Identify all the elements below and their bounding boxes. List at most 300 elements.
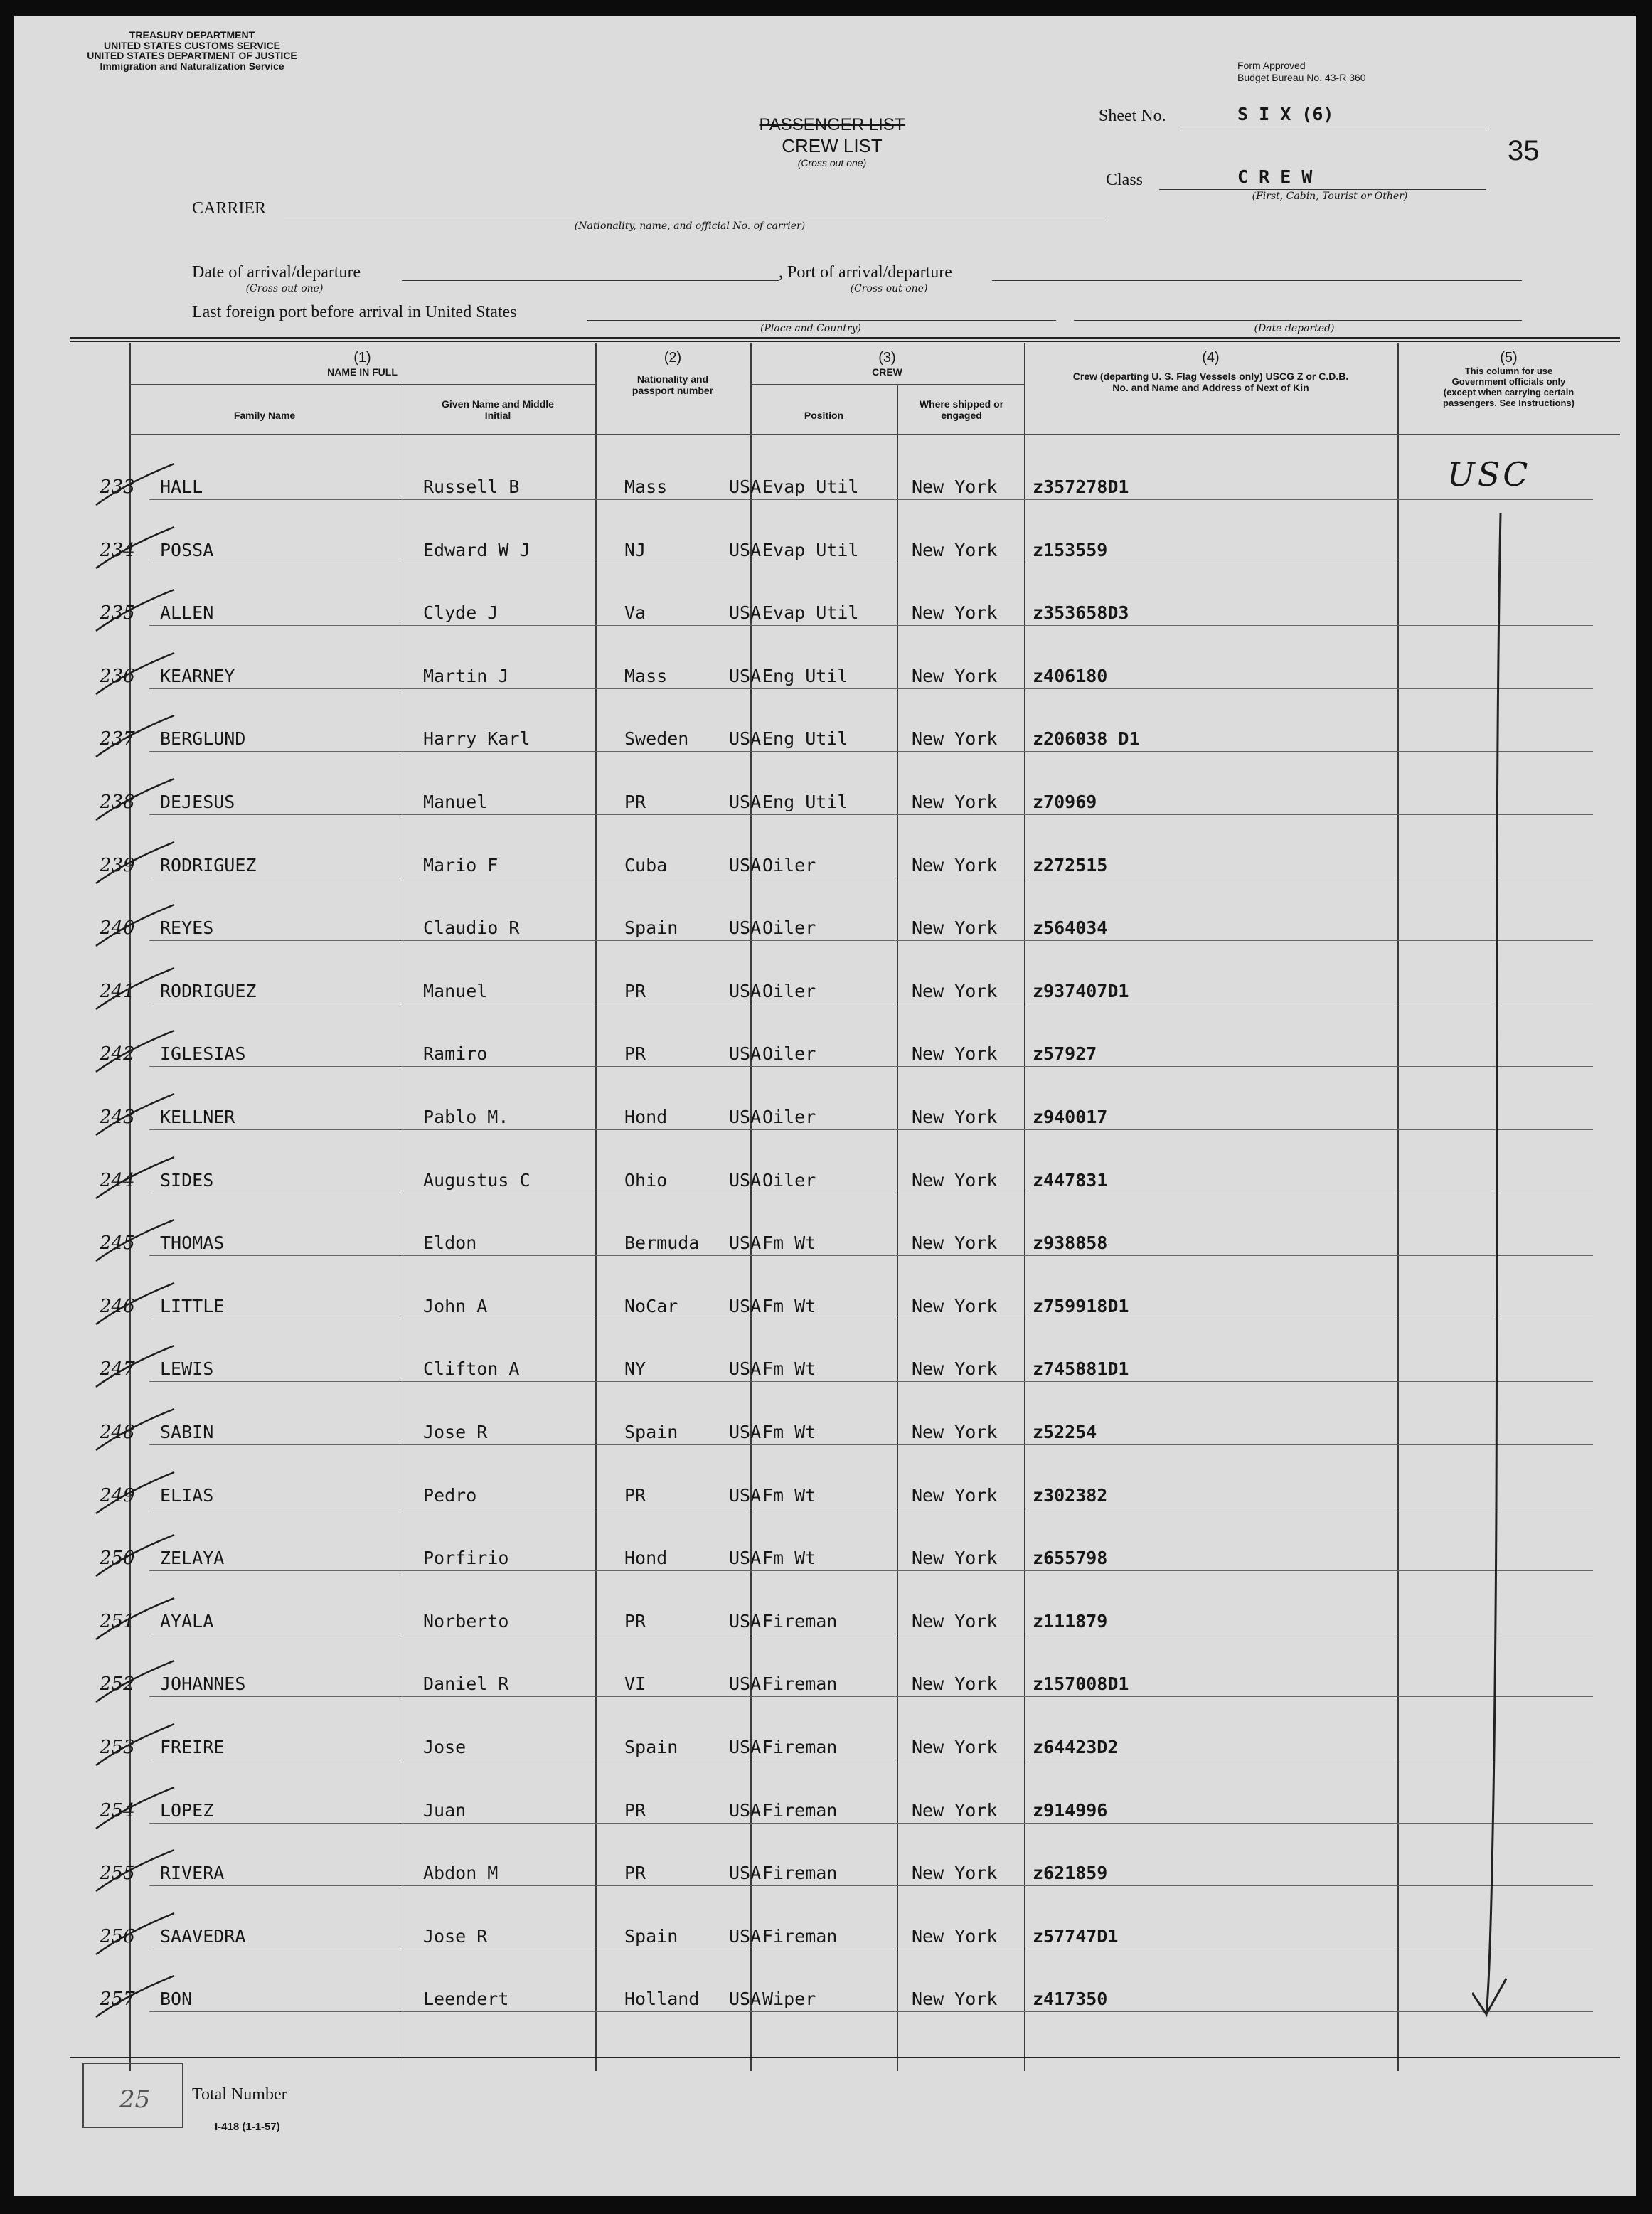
row-usa: USA xyxy=(729,602,762,624)
row-z: z940017 xyxy=(1033,1107,1108,1127)
row-given: Augustus C xyxy=(423,1169,531,1191)
row-z: z417350 xyxy=(1033,1989,1108,2010)
row-num: 240 xyxy=(100,917,135,940)
row-check-mark xyxy=(89,587,196,637)
row-num: 245 xyxy=(100,1233,135,1255)
row-given: Juan xyxy=(423,1799,467,1821)
row-nat: Spain xyxy=(624,1422,678,1442)
row-usa: USA xyxy=(729,1799,762,1821)
row-z: z938858 xyxy=(1033,1233,1108,1254)
row-family: FREIRE xyxy=(160,1737,225,1757)
row-shipped: New York xyxy=(912,1925,998,1947)
col4-number: (4) xyxy=(1202,350,1220,366)
row-given: Jose xyxy=(423,1737,467,1757)
row-num: 254 xyxy=(100,1799,135,1821)
row-rule xyxy=(149,688,1593,689)
row-given: Claudio R xyxy=(423,917,520,939)
row-z: z70969 xyxy=(1033,792,1097,812)
given-name-header: Given Name and Middle Initial xyxy=(442,398,554,422)
row-shipped: New York xyxy=(912,665,998,686)
crew-list-page xyxy=(14,16,1636,2196)
row-usa: USA xyxy=(729,854,762,876)
row-rule xyxy=(149,1444,1593,1445)
row-check-mark xyxy=(89,1973,196,2023)
row-family: LEWIS xyxy=(160,1358,214,1380)
name-subhead-line xyxy=(129,384,595,385)
row-given: Abdon M xyxy=(423,1863,499,1884)
row-given: Jose R xyxy=(423,1925,488,1947)
row-z: z111879 xyxy=(1033,1610,1108,1632)
row-check-mark xyxy=(89,461,196,511)
row-z: z57927 xyxy=(1033,1043,1097,1065)
row-rule xyxy=(149,1823,1593,1824)
total-number-box xyxy=(82,2063,183,2128)
row-num: 239 xyxy=(100,854,135,876)
date-label: Date of arrival/departure xyxy=(192,263,361,282)
row-usa: USA xyxy=(729,1295,762,1316)
row-family: IGLESIAS xyxy=(160,1043,246,1065)
row-position: Oiler xyxy=(762,980,816,1001)
row-usa: USA xyxy=(729,1169,762,1191)
row-family: RODRIGUEZ xyxy=(160,854,257,876)
row-z: z937407D1 xyxy=(1033,980,1129,1001)
table-top-rule xyxy=(70,337,1620,339)
header-bottom-line xyxy=(129,434,1620,435)
row-z: z353658D3 xyxy=(1033,602,1129,624)
row-rule xyxy=(149,1066,1593,1067)
row-given: Pedro xyxy=(423,1484,477,1506)
row-family: REYES xyxy=(160,917,214,939)
row-num: 247 xyxy=(100,1358,135,1380)
place-note: (Place and Country) xyxy=(760,323,861,334)
row-shipped: New York xyxy=(912,1548,998,1569)
row-family: RIVERA xyxy=(160,1863,225,1884)
row-position: Fireman xyxy=(762,1610,838,1632)
form-number: I-418 (1-1-57) xyxy=(215,2121,280,2133)
row-nat: Spain xyxy=(624,917,678,939)
row-num: 237 xyxy=(100,728,135,750)
row-shipped: New York xyxy=(912,854,998,876)
class-field xyxy=(1159,165,1486,190)
row-position: Eng Util xyxy=(762,728,848,750)
row-num: 234 xyxy=(100,539,135,561)
row-usa: USA xyxy=(729,1358,762,1380)
row-z: z759918D1 xyxy=(1033,1295,1129,1316)
row-nat: PR xyxy=(624,1799,646,1821)
carrier-label: CARRIER xyxy=(192,199,267,218)
port-note: (Cross out one) xyxy=(850,283,928,294)
budget-bureau-number: Budget Bureau No. 43-R 360 xyxy=(1237,71,1366,83)
row-nat: VI xyxy=(624,1673,646,1695)
row-usa: USA xyxy=(729,1610,762,1632)
row-check-mark xyxy=(89,1280,196,1330)
row-check-mark xyxy=(89,1469,196,1519)
row-given: Leendert xyxy=(423,1989,509,2010)
official-check-stroke xyxy=(1472,513,1515,2078)
col1-header xyxy=(129,350,595,378)
row-nat: PR xyxy=(624,792,646,812)
row-usa: USA xyxy=(729,1233,762,1254)
row-position: Fireman xyxy=(762,1673,838,1695)
row-check-mark xyxy=(89,1721,196,1771)
row-usa: USA xyxy=(729,1737,762,1757)
col2-number: (2) xyxy=(664,350,682,366)
row-z: z206038 D1 xyxy=(1033,728,1140,750)
row-num: 253 xyxy=(100,1737,135,1758)
row-nat: Spain xyxy=(624,1737,678,1757)
row-shipped: New York xyxy=(912,1295,998,1316)
agency-header xyxy=(50,30,334,72)
row-usa: USA xyxy=(729,1925,762,1947)
row-position: Oiler xyxy=(762,917,816,939)
row-usa: USA xyxy=(729,1422,762,1442)
row-shipped: New York xyxy=(912,980,998,1001)
row-usa: USA xyxy=(729,665,762,686)
row-z: z357278D1 xyxy=(1033,477,1129,497)
row-family: ZELAYA xyxy=(160,1548,225,1569)
row-given: Edward W J xyxy=(423,539,531,560)
row-num: 246 xyxy=(100,1295,135,1317)
table-bottom-rule xyxy=(70,2057,1620,2058)
row-z: z621859 xyxy=(1033,1863,1108,1884)
row-num: 235 xyxy=(100,602,135,624)
col4-header xyxy=(1024,350,1397,393)
row-given: Clyde J xyxy=(423,602,499,624)
agency-line-1: TREASURY DEPARTMENT xyxy=(129,29,255,41)
sheet-no-field xyxy=(1181,104,1486,127)
row-check-mark xyxy=(89,713,196,762)
row-nat: Hond xyxy=(624,1548,668,1569)
agency-line-3: UNITED STATES DEPARTMENT OF JUSTICE xyxy=(87,50,297,62)
row-check-mark xyxy=(89,839,196,889)
row-check-mark xyxy=(89,1343,196,1393)
col1-number: (1) xyxy=(353,350,371,366)
row-num: 244 xyxy=(100,1169,135,1191)
col1-title: NAME IN FULL xyxy=(327,366,398,378)
row-family: HALL xyxy=(160,477,203,497)
row-check-mark xyxy=(89,1028,196,1077)
sheet-no-value: S I X (6) xyxy=(1237,104,1334,124)
row-given: Norberto xyxy=(423,1610,509,1632)
row-position: Oiler xyxy=(762,1043,816,1065)
row-nat: Cuba xyxy=(624,854,668,876)
col-line-name xyxy=(595,343,597,2071)
row-usa: USA xyxy=(729,1863,762,1884)
col2-title: Nationality and passport number xyxy=(632,373,714,397)
row-given: Daniel R xyxy=(423,1673,509,1695)
row-shipped: New York xyxy=(912,917,998,939)
row-given: Manuel xyxy=(423,792,488,812)
row-family: SAAVEDRA xyxy=(160,1925,246,1947)
row-num: 242 xyxy=(100,1043,135,1065)
row-usa: USA xyxy=(729,792,762,812)
row-family: BERGLUND xyxy=(160,728,246,750)
total-number-label: Total Number xyxy=(192,2085,287,2104)
row-given: Ramiro xyxy=(423,1043,488,1065)
row-check-mark xyxy=(89,776,196,826)
row-given: Martin J xyxy=(423,665,509,686)
row-position: Evap Util xyxy=(762,602,859,624)
row-num: 252 xyxy=(100,1673,135,1696)
row-rule xyxy=(149,1381,1593,1382)
sheet-no-label: Sheet No. xyxy=(1099,107,1166,125)
row-z: z64423D2 xyxy=(1033,1737,1119,1757)
passenger-list-struck: PASSENGER LIST xyxy=(759,115,905,134)
row-family: THOMAS xyxy=(160,1233,225,1254)
last-port-place-field xyxy=(587,304,1056,321)
port-label: , Port of arrival/departure xyxy=(779,263,952,282)
row-num: 248 xyxy=(100,1422,135,1443)
row-check-mark xyxy=(89,902,196,952)
row-usa: USA xyxy=(729,539,762,560)
row-position: Fireman xyxy=(762,1925,838,1947)
carrier-field xyxy=(284,199,1106,218)
row-check-mark xyxy=(89,1154,196,1204)
row-family: KEARNEY xyxy=(160,665,235,686)
row-nat: Holland xyxy=(624,1989,700,2010)
row-shipped: New York xyxy=(912,1043,998,1065)
row-z: z272515 xyxy=(1033,854,1108,876)
row-position: Eng Util xyxy=(762,792,848,812)
row-shipped: New York xyxy=(912,477,998,497)
row-shipped: New York xyxy=(912,1107,998,1127)
row-check-mark xyxy=(89,965,196,1015)
position-header: Position xyxy=(804,410,844,421)
official-mark: USC xyxy=(1447,455,1531,494)
class-note: (First, Cabin, Tourist or Other) xyxy=(1252,191,1408,202)
row-rule xyxy=(149,2011,1593,2012)
row-family: ELIAS xyxy=(160,1484,214,1506)
row-nat: Sweden xyxy=(624,728,689,750)
row-z: z447831 xyxy=(1033,1169,1108,1191)
row-nat: Ohio xyxy=(624,1169,668,1191)
last-port-label: Last foreign port before arrival in United States xyxy=(192,303,517,321)
row-shipped: New York xyxy=(912,602,998,624)
row-family: DEJESUS xyxy=(160,792,235,812)
row-num: 238 xyxy=(100,792,135,813)
agency-line-2: UNITED STATES CUSTOMS SERVICE xyxy=(104,39,280,51)
row-z: z655798 xyxy=(1033,1548,1108,1569)
row-family: SABIN xyxy=(160,1422,214,1442)
col5-title: This column for use Government officials only (except when carrying certain passengers. See Instructions) xyxy=(1443,366,1574,408)
row-usa: USA xyxy=(729,728,762,750)
row-position: Fireman xyxy=(762,1863,838,1884)
row-nat: PR xyxy=(624,980,646,1001)
row-nat: PR xyxy=(624,1610,646,1632)
row-check-mark xyxy=(89,650,196,700)
shipped-header: Where shipped or engaged xyxy=(919,398,1004,422)
row-num: 255 xyxy=(100,1863,135,1885)
title-note: (Cross out one) xyxy=(797,157,867,169)
row-shipped: New York xyxy=(912,1799,998,1821)
row-num: 243 xyxy=(100,1107,135,1128)
row-shipped: New York xyxy=(912,1358,998,1380)
row-z: z914996 xyxy=(1033,1799,1108,1821)
row-num: 236 xyxy=(100,665,135,687)
carrier-note: (Nationality, name, and official No. of carrier) xyxy=(574,220,806,232)
row-shipped: New York xyxy=(912,1737,998,1757)
row-check-mark xyxy=(89,1532,196,1582)
row-position: Fireman xyxy=(762,1799,838,1821)
agency-line-4: Immigration and Naturalization Service xyxy=(100,60,284,73)
row-z: z157008D1 xyxy=(1033,1673,1129,1695)
class-value: C R E W xyxy=(1237,166,1313,187)
row-shipped: New York xyxy=(912,1422,998,1442)
row-rule xyxy=(149,625,1593,626)
row-given: Manuel xyxy=(423,980,488,1001)
row-given: Porfirio xyxy=(423,1548,509,1569)
row-given: Russell B xyxy=(423,477,520,497)
row-rule xyxy=(149,499,1593,500)
row-check-mark xyxy=(89,1658,196,1708)
row-position: Fm Wt xyxy=(762,1484,816,1506)
row-given: Harry Karl xyxy=(423,728,531,750)
row-position: Oiler xyxy=(762,854,816,876)
col-line-position xyxy=(897,385,898,2071)
col2-header xyxy=(595,350,750,396)
row-position: Wiper xyxy=(762,1989,816,2010)
row-shipped: New York xyxy=(912,1863,998,1884)
row-usa: USA xyxy=(729,980,762,1001)
row-position: Evap Util xyxy=(762,539,859,560)
total-number-value: 25 xyxy=(119,2085,151,2114)
row-check-mark xyxy=(89,524,196,574)
row-usa: USA xyxy=(729,917,762,939)
row-position: Evap Util xyxy=(762,477,859,497)
row-z: z745881D1 xyxy=(1033,1358,1129,1380)
row-family: POSSA xyxy=(160,539,214,560)
row-given: Clifton A xyxy=(423,1358,520,1380)
row-family: ALLEN xyxy=(160,602,214,624)
row-family: KELLNER xyxy=(160,1107,235,1127)
col3-title: CREW xyxy=(872,366,902,378)
row-shipped: New York xyxy=(912,728,998,750)
col5-number: (5) xyxy=(1500,350,1518,366)
crew-list-title: CREW LIST xyxy=(782,135,883,156)
row-family: SIDES xyxy=(160,1169,214,1191)
row-check-mark xyxy=(89,1595,196,1645)
family-name-header: Family Name xyxy=(233,410,296,421)
row-family: LOPEZ xyxy=(160,1799,214,1821)
row-nat: NY xyxy=(624,1358,646,1380)
col-line-kin xyxy=(1397,343,1399,2071)
row-usa: USA xyxy=(729,1043,762,1065)
row-given: Jose R xyxy=(423,1422,488,1442)
class-label: Class xyxy=(1106,171,1144,189)
row-position: Fm Wt xyxy=(762,1295,816,1316)
col5-header xyxy=(1397,350,1620,409)
row-check-mark xyxy=(89,1217,196,1267)
col-line-crew xyxy=(1024,343,1025,2071)
page-number: 35 xyxy=(1508,135,1540,166)
row-position: Fm Wt xyxy=(762,1548,816,1569)
row-given: Mario F xyxy=(423,854,499,876)
row-num: 241 xyxy=(100,980,135,1002)
row-num: 256 xyxy=(100,1925,135,1947)
row-nat: NoCar xyxy=(624,1295,678,1316)
row-given: Pablo M. xyxy=(423,1107,509,1127)
row-usa: USA xyxy=(729,477,762,497)
last-port-date-field xyxy=(1074,304,1522,321)
row-nat: PR xyxy=(624,1043,646,1065)
date-field xyxy=(402,265,779,281)
row-position: Eng Util xyxy=(762,665,848,686)
row-check-mark xyxy=(89,1784,196,1834)
row-family: RODRIGUEZ xyxy=(160,980,257,1001)
form-title xyxy=(697,115,967,169)
row-num: 257 xyxy=(100,1989,135,2011)
row-given: Eldon xyxy=(423,1233,477,1254)
row-nat: PR xyxy=(624,1484,646,1506)
row-nat: NJ xyxy=(624,539,646,560)
row-num: 249 xyxy=(100,1484,135,1506)
row-usa: USA xyxy=(729,1989,762,2010)
row-nat: Hond xyxy=(624,1107,668,1127)
row-nat: Bermuda xyxy=(624,1233,700,1254)
col3-header xyxy=(750,350,1024,378)
row-rule xyxy=(149,1885,1593,1886)
row-z: z153559 xyxy=(1033,539,1108,560)
row-family: LITTLE xyxy=(160,1295,225,1316)
row-shipped: New York xyxy=(912,539,998,560)
row-position: Oiler xyxy=(762,1169,816,1191)
date-departed-note: (Date departed) xyxy=(1254,323,1335,334)
row-usa: USA xyxy=(729,1484,762,1506)
date-note: (Cross out one) xyxy=(245,283,324,294)
row-num: 233 xyxy=(100,477,135,498)
row-family: AYALA xyxy=(160,1610,214,1632)
crew-subhead-line xyxy=(750,384,1024,385)
row-usa: USA xyxy=(729,1673,762,1695)
row-rule xyxy=(149,1255,1593,1256)
row-nat: PR xyxy=(624,1863,646,1884)
row-rule xyxy=(149,814,1593,815)
row-check-mark xyxy=(89,1847,196,1897)
port-field xyxy=(992,265,1522,281)
row-shipped: New York xyxy=(912,1484,998,1506)
row-given: John A xyxy=(423,1295,488,1316)
row-z: z52254 xyxy=(1033,1422,1097,1442)
row-usa: USA xyxy=(729,1107,762,1127)
col4-title: Crew (departing U. S. Flag Vessels only) USCG Z or C.D.B. No. and Name and Address of Next of Kin xyxy=(1072,371,1349,394)
row-shipped: New York xyxy=(912,1169,998,1191)
row-z: z406180 xyxy=(1033,665,1108,686)
row-rule xyxy=(149,751,1593,752)
col3-number: (3) xyxy=(878,350,896,366)
row-position: Fm Wt xyxy=(762,1233,816,1254)
row-rule xyxy=(149,1129,1593,1130)
row-rule xyxy=(149,1696,1593,1697)
row-position: Fm Wt xyxy=(762,1422,816,1442)
row-rule xyxy=(149,1570,1593,1571)
row-num: 251 xyxy=(100,1610,135,1632)
row-z: z564034 xyxy=(1033,917,1108,939)
form-approved-line-1: Form Approved xyxy=(1237,60,1306,71)
row-rule xyxy=(149,940,1593,941)
row-z: z302382 xyxy=(1033,1484,1108,1506)
form-approved xyxy=(1237,60,1366,84)
row-shipped: New York xyxy=(912,1610,998,1632)
row-shipped: New York xyxy=(912,1989,998,2010)
row-num: 250 xyxy=(100,1548,135,1570)
row-check-mark xyxy=(89,1910,196,1960)
row-z: z57747D1 xyxy=(1033,1925,1119,1947)
row-family: BON xyxy=(160,1989,193,2010)
row-nat: Spain xyxy=(624,1925,678,1947)
row-position: Fireman xyxy=(762,1737,838,1757)
row-check-mark xyxy=(89,1091,196,1141)
row-shipped: New York xyxy=(912,1233,998,1254)
